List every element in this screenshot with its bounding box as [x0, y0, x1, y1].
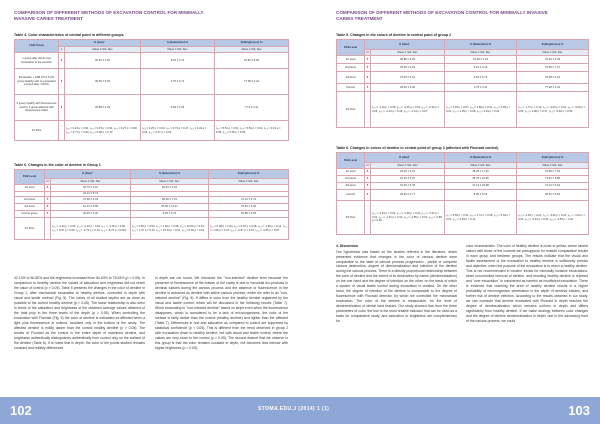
table-6-header-brightness: B (Brightness) % [209, 170, 289, 179]
table-5-cell: 9.13 ± 4.19 [445, 64, 517, 72]
table-6-subheader: Mean ± Std. Dev [131, 179, 209, 185]
table-7-subheader: Mean ± Std. Dev [517, 163, 589, 169]
table-5-stats: t₁-₂ = -1.77 p = 0.10, t₁-₃ = -4.06 p = 0.01, t₂-₃ = -2.09 p = 0.05, t₂-₄ = 1.08 p = 0.37, t₃-₄ = -0.40 p = 0.54 [517, 92, 589, 128]
table-6-caption: Table 6. Changes in the color of dentine in Group 1 [14, 163, 101, 167]
table-6-subheader-n: N [45, 179, 51, 185]
table-4 [14, 39, 289, 141]
table-7-cell: 34.25 ± 6.78 [371, 183, 445, 190]
discussion-paragraph: color characteristic. The color of healthy dentine is close to yellow, where similar values with those of the controls we presuppose for reliable comparative results in each group and between groups. The results indicate that the visual and tactile assessment of the excavation to healthy dentine is sufficiently precise and objective, when the purpose of the excavation is to reach a healthy dentine. This is not recommended in modern trends for minimally invasive excavations, when uncontrolled removal of dentine, and resulting healthy dentine is rejected and "over excavation" is considered as harmful as insufficient excavation. There is evidence that reaching the area of healthy dentine results in a higher probability of microorganism penetration in the depth of dentinal tubules, and further risk of dentine infection. [466, 244, 588, 298]
table-4-subheader: Mean ± Std. Dev [215, 47, 289, 53]
table-6-cell: 42.13 ± 5.74 [51, 192, 131, 197]
table-5-stats: t₁-₂ = 2.33 p = 0.07, t₁-₃ = 3.80 p = 0.01, t₁-₄ = 6.29 p < 0.01, t₂-₃ = 2.35 p = 0.05, t₂-₄ = 3.49 p = 0.01 [445, 92, 517, 128]
table-6-cell: 37.38 ± 4.34 [51, 197, 131, 204]
table-4-cell: P1 Post [15, 121, 59, 141]
journal-citation: STOMA.EDU.J (2014) 1 (1) [258, 405, 330, 412]
discussion-paragraph: According to the results obtained in our study, we can conclude that dentine excavated with Fluoraid in depth reaches the degree of demineralization which remains uniform in depth and differs significantly from healthy dentine. If we make analogy between color changes and the degree of dentine demineralization in depth, due to the advancing front of the carious process, we could [466, 293, 588, 323]
table-7-cell: 1st level [337, 169, 365, 176]
table-4-cell: 3.75 ± 2.71 [141, 69, 215, 95]
table-5-stats: t₁-₂ = -1.20 p = 0.25, t₁-₃ = -4.45 p = 0.01, t₁-₄ = -2.49 p = 0.03, t₂-₃ = -1.43 p = 0.18, t₂-₄ = -1.14 p = 0.27 [371, 92, 445, 128]
table-4-header-saturation: S (Saturation) % [141, 40, 215, 47]
table-6-cell: 1st level [15, 185, 45, 192]
table-7-subheader: Mean ± Std. Dev [445, 163, 517, 169]
table-4-cell: 40.88 ± 4.23 [65, 95, 141, 121]
table-4-cell: 8 [59, 69, 65, 95]
table-4-cell: 8 [59, 95, 65, 121]
footer-band-right [300, 397, 600, 424]
table-6-cell: Control group [15, 211, 45, 218]
table-4-cell: 6.63 ± 2.26 [141, 95, 215, 121]
table-6-subheader: Mean ± Std. Dev [209, 179, 289, 185]
table-6-stats: t₁-₂ = 0.08 p = 0.94, t₁-₃ = 0.97 p = 0.35, t₁-₄ = -1.58 p = 0.14, t₂-₃ = -1.06 p = 0.31, t₂-₄ = -2.97 p = 0.01, t₃-₄ = -1.95 p = 0.07 [209, 218, 289, 240]
table-5-header-level: FGB Level [337, 40, 365, 56]
table-6-cell: P1 Post [15, 218, 45, 240]
table-6-cell: 24.13 ± 6.58 [51, 204, 131, 211]
table-7-cell: 8 [365, 169, 371, 176]
table-7-cell: 8 [365, 183, 371, 190]
table-5-cell: 3.75 ± 3.11 [445, 84, 517, 92]
table-5-cell: 77.38 ± 4.44 [517, 84, 589, 92]
table-7-cell: 60.63 ± 5.93 [517, 190, 589, 201]
table-7-cell: 8 [365, 176, 371, 183]
table-7-cell: 29.00 ± 9.34 [371, 169, 445, 176]
table-7-stats: t₁-₂ = 3.55 p < 0.01, t₁-₃ = 1.72 p = 0.08, t₁-₄ = 5.03 p < 0.01, t₂-₃ = 1.63 p = 0.13 [445, 201, 517, 235]
table-6-cell: 8 [45, 211, 51, 218]
table-7-cell: 70.88 ± 7.54 [517, 169, 589, 176]
footer-band-left [0, 397, 300, 424]
table-5-cell: 6.63 ± 5.73 [445, 72, 517, 84]
table-4-stats: t₁-₂ = 5.51 p < 0.01, t₁-₃ = 5.50 p < 0.01, t₂-₃ = 0.01 p = 0.99, t₁-₄ = 0.05 p = 0.96 [215, 121, 289, 141]
body-text-left-col1: 42.13% to 50.50% and the brightness increased from 60.63% to 75.63% (p < 0.05). In comparison to healthy dentine the values of saturation and brightness did not reach the value of control (p < 0.05). Table 5 presents the changes in the color of dentine in Group 2, after mechanical excavation to healthy dentine, controlled in depth with visual and tactile method (Fig. 5). The colors of all studied depths are as close as possible to the control healthy dentine (p > 0.05). The same relationship is also seen in terms of the saturation and brightness of the obtained average values obtained of the total pulp in the three levels of the depth (p > 0.05). When controlling the excavation with Fluoraid (Fig. 5) the color of dentine is estimated as affected when a light pink fluorescence is noticed, localized only in the bottom of the cavity. The affected dentine is mildly darker than the control healthy dentine (p > 0.05). The results of Fluoraid as the control in the entire depth of examined dentine, and brightness authentically distinguishes authentically from control only on the surface of the dentine (Table 6). It is noted that in depth, the color of the points studied remains constant and reliably differences [14, 276, 145, 350]
table-5-header-hue: H (Hue)° [365, 40, 445, 50]
table-6-cell: 3rd level [15, 204, 45, 211]
table-4-cell: 8.25 ± 4.74 [141, 53, 215, 69]
table-5-cell: 1st level [337, 56, 365, 64]
table-4-header-hue: H (Hue)° [59, 40, 141, 47]
table-4-cell: 77.38 ± 4.44 [215, 69, 289, 95]
table-5-cell: 35.50 ± 9.63 [371, 64, 445, 72]
table-4-header-group: FGB Group [15, 40, 59, 53]
table-6-cell: 8 [45, 197, 51, 204]
table-5-header-brightness: B (Brightness) % [517, 40, 589, 50]
table-6-cell: 50.50 ± 13.41 [131, 204, 209, 211]
table-5-cell: 2nd level [337, 64, 365, 72]
table-6-cell: 2nd level [15, 197, 45, 204]
table-6 [14, 169, 289, 240]
table-6-cell: 81.88 ± 5.69 [209, 211, 289, 218]
table-7-cell: 3rd level [337, 183, 365, 190]
table-5-subheader: Mean ± Std. Dev [445, 50, 517, 56]
table-7-subheader: Mean ± Std. Dev [371, 163, 445, 169]
table-5-cell: 8 [365, 72, 371, 84]
table-5-cell: 70.63 ± 6.39 [517, 56, 589, 64]
running-header-right: COMPARISON OF DIFFERENT METHODS OF EXCAVATION CONTROL FOR MINIMALLY INVASIVE CARIES TREATMENT [336, 10, 548, 21]
table-5-subheader-n: N [365, 50, 371, 56]
table-6-cell: 60.63 ± 6.94 [131, 185, 209, 192]
table-7-cell: 27.13 ± 23.98 [445, 183, 517, 190]
table-4-stats: t₁-₂ = 2.25 p = 0.04, t₁-₃ = 0.73 p = 0.47, t₂-₃ = 2.43 p = 0.03, t₁-₄ = 2.47 p = 0.03 [141, 121, 215, 141]
table-4-cell: 91.50 ± 5.39 [215, 53, 289, 69]
table-6-cell: 8 [45, 185, 51, 192]
table-7-cell: 74.13 ± 5.64 [517, 183, 589, 190]
table-7-stats: t₁-₂ = -3.33 p < 0.01, t₁-₃ = -1.38 p = 0.21, t₁-₄ = -3.37 p = 0.01, t₂-₃ = -1.61 p = 0.10, t₂-₄ = -2.85 p = 0.01, t₃-₄ = -0.88 p = 0.39 [371, 201, 445, 235]
table-4-header-brightness: B (Brightness) % [215, 40, 289, 47]
table-5-cell: 3rd level [337, 72, 365, 84]
table-7-cell: 40.63 ± 3.77 [371, 190, 445, 201]
table-6-cell: 40.25 ± 4.20 [51, 211, 131, 218]
table-7-caption: Table 6. Changes in colors of dentine in central point of group 3 (affected with Fluoraid control) [336, 146, 499, 150]
table-4-caption: Table 4. Color characteristics of central point in different groups [14, 33, 124, 37]
table-5-cell: 39.00 ± 5.40 [371, 84, 445, 92]
discussion-paragraph: The color of the dentine is measurable, for the level of demineralization of dental hard tissues. Our study showed that from the three parameters of color, the hue is the most reliable indicator that can be used as a basis for comparative study, and saturation or brightness are complementary for [336, 299, 457, 324]
table-7-stats: t₁-₂ = -4.45 p < 0.01, t₁-₃ = -3.22 p = 0.01, t₁-₄ = -1.00 p = 0.34, t₂-₃ = -5.34 p = 0.06, t₃-₄ = -3.55 p < 0.01 [517, 201, 589, 235]
table-6-cell: 32.75 ± 4.10 [51, 185, 131, 192]
table-5-caption: Table 5. Changes in the colors of dentine in central point of group 2 [336, 33, 452, 37]
table-7-subheader-n: N [365, 163, 371, 169]
table-5-header-saturation: S (Saturation) % [445, 40, 517, 50]
discussion-heading: 4. Discussion [336, 244, 359, 248]
table-5-cell: 75.38 ± 6.24 [517, 72, 589, 84]
table-7-cell: 35.25 ± 17.90 [445, 169, 517, 176]
table-5-cell: 37.25 ± 5.61 [371, 72, 445, 84]
table-5-cell: 30.88 ± 5.25 [371, 56, 445, 64]
table-7-header-level: FGB Level [337, 153, 365, 169]
table-5-subheader: Mean ± Std. Dev [517, 50, 589, 56]
table-7-cell: 73.00 ± 8.28 [517, 176, 589, 183]
table-6-header-level: FGB Level [15, 170, 45, 185]
table-7-header-saturation: S (Saturation) % [445, 153, 517, 163]
table-6-cell: 58.38 ± 7.15 [131, 197, 209, 204]
table-6-header-saturation: S (Saturation) % [131, 170, 209, 179]
table-7-header-hue: H (Hue)° [365, 153, 445, 163]
running-header-left: COMPARISON OF DIFFERENT METHODS OF EXCAVATION CONTROL FOR MINIMALLY INVASIVE CARIES TREATMENT [14, 10, 204, 21]
table-4-subheader: Mean ± Std. Dev [65, 47, 141, 53]
table-4-cell: 3 group healthy with fluorescence control, 4 group affected with fluorescence aided [15, 95, 59, 121]
table-5 [336, 39, 589, 128]
table-7-cell: 8 [365, 190, 371, 201]
table-6-header-hue: H (Hue)° [45, 170, 131, 179]
table-4-cell: 1 group after dentin first excavation to the excision [15, 53, 59, 69]
table-5-cell: 8 [365, 64, 371, 72]
table-4-subheader-n: n [59, 47, 65, 53]
table-6-subheader: Mean ± Std. Dev [51, 179, 131, 185]
table-5-cell: 8 [365, 84, 371, 92]
table-4-cell: 77.5 ± 4.11 [215, 95, 289, 121]
table-6-cell: 75.63 ± 6.45 [209, 204, 289, 211]
table-4-cell: 39.00 ± 5.39 [65, 69, 141, 95]
body-text-right-col2 [466, 244, 588, 396]
table-7-cell: P3 Post [337, 201, 365, 235]
table-5-cell: 15.38 ± 4.24 [445, 56, 517, 64]
table-7 [336, 152, 589, 235]
page-number-right: 103 [568, 403, 590, 419]
table-7-header-brightness: B (Brightness) % [517, 153, 589, 163]
table-5-cell: Control [337, 84, 365, 92]
page-number-left: 102 [10, 403, 32, 419]
table-4-stats: t₁-₂ = 0.23 p = 0.91, t₁-₃ = 0.15 p = 0.91, t₂-₃ = 0.27 p = 0.90, t₁-₄ = 0.77 p = 0.94, t₁-₄ = 0.38 p = 0.72 [65, 121, 141, 141]
table-7-cell: Control [337, 190, 365, 201]
table-6-cell: 72.13 ± 6.79 [209, 197, 289, 204]
table-4-cell: Excavation + FAB 0.5 & 5.2% group healthy with re-excavated excised after 4 (P10) [15, 69, 59, 95]
body-text-right-col1 [336, 244, 457, 396]
table-6-cell: 8.25 ± 4.74 [131, 211, 209, 218]
table-7-cell: 2nd level [337, 176, 365, 183]
table-4-subheader: Mean ± Std. Dev [141, 47, 215, 53]
table-7-cell: 36.75 ± 22.95 [445, 176, 517, 183]
table-4-cell: 40.25 ± 4.25 [65, 53, 141, 69]
table-4-cell: 8 [59, 53, 65, 69]
table-7-cell: 8.00 ± 5.24 [445, 190, 517, 201]
table-7-cell: 34.25 ± 5.70 [371, 176, 445, 183]
right-page [300, 0, 600, 424]
table-5-subheader: Mean ± Std. Dev [371, 50, 445, 56]
body-text-left-col2: in depth are not found. We introduce the "non-infected" dentine term because the presence of fluorescence at the bottom of the cavity is due to microbial bio-products in dentinal tubules during the carious process and the absence of fluorescence in the dentine is assumed as dentine with active carious process, which we refer to as "non-infected dentine" (Fig. 6). If differs in color from the healthy dentine registered by the visual and tactile control, which will be discussed in the following results (Table 7). When excavating to "non-infected dentine" based on stripe even when the fluorescence disappears, which is considered to be a lack of microorganisms, the color of the surface is fairly darker than the control (healthy dentine) and lighter than the affected (Table 7). Differences in hue and saturation as compared to control are supported by statistical confidence (p < 0.05). This is different from the trend observed in group 2 with excavation down to healthy dentine, but with visual and tactile control, where the values are very close to the control (p > 0.05). The second feature that we observe in this group is that the color remains constant in depth, but becomes less intense with higher brightness (p > 0.05). [155, 276, 288, 350]
table-6-stats: t₁-₂ = -2.20 p = 0.05, t₁-₃ = -4.43 p < 0.01, t₁-₄ = -4.15 p = 0.00, t₂-₃ = 3.37 p = 0.00, t₂-₄ = -1.79 p = 0.10, t₃-₄ = -5.79 p < 0.001 [51, 218, 131, 240]
table-6-cell [209, 185, 289, 192]
table-5-cell: P2 Post [337, 92, 365, 128]
table-6-stats: t₁-₂ = 0.65 p = 0.53, t₁-₃ = 1.92 p = 0.08, t₁-₄ = 16.80 p < 0.01, t₂-₃ = 1.47 p = 0.16, t₂-₄ = 15.19 p < 0.01, t₃-₄ = 8.40 p < 0.01 [131, 218, 209, 240]
table-5-cell: 70.50 ± 7.37 [517, 64, 589, 72]
table-5-cell: 8 [365, 56, 371, 64]
discussion-paragraph: Our hypothesis was based on the studies referred in the literature, which presented evidence that changes in the color of carious dentine were comparable to the state of carious process progression - partial or complete carious destruction, degree of demineralization and infection of the dentine during the carious process. There is a directly proportional relationship between the color of dentine and the extent of its destruction by caries (demineralization) on the one hand and the degree of infection on the other, on the basis of which a system of visual tactile control during excavation is created. On the other hand, the degree of infection of the dentine is comparable to the degree of fluorescence with Fluoraid detector, by which we controlled the mechanical excavation. [336, 249, 457, 304]
table-6-cell: 8 [45, 204, 51, 211]
